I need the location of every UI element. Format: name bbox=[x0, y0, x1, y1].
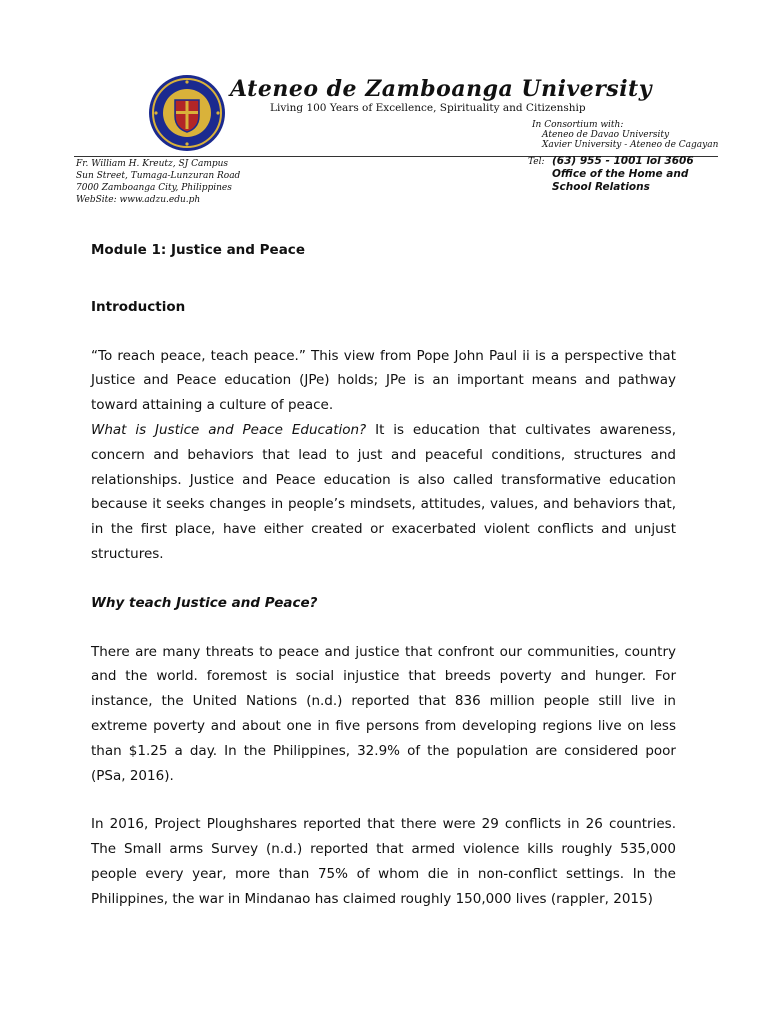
conflicts-paragraph: In 2016, Project Ploughshares reported that there were 29 conflicts in 26 countries. The Small arms Survey (n.d.) reported that armed violence kills roughly 535,000 people every year, more than 75% of whom die in non-conflict settings. In the Philippines, the war in Mindanao has claimed roughly 150,000 lives (rappler, 2015) bbox=[91, 816, 676, 907]
definition-question: What is Justice and Peace Education? bbox=[91, 421, 367, 438]
consortium-block bbox=[532, 120, 718, 150]
contact-block bbox=[528, 155, 728, 194]
university-seal-icon bbox=[148, 74, 226, 152]
phone-number: (63) 955 - 1001 lol 3606 bbox=[552, 155, 694, 167]
letterhead bbox=[60, 64, 720, 216]
consortium-label: In Consortium with: bbox=[532, 120, 624, 130]
campus-address bbox=[76, 158, 240, 206]
threats-paragraph: There are many threats to peace and justice that confront our communities, country and the world. foremost is social injustice that breeds poverty and hunger. For instance, the United Nations (n.d.) reported that 836 million people still live in extreme poverty and about one in five persons from developing regions live on less than $1.25 a day. In the Philippines, 32.9% of the population are considered poor (PSa, 2016). bbox=[91, 643, 676, 784]
definition-text: It is education that cultivates awareness, concern and behaviors that lead to just and peaceful conditions, structures and relationships. Justice and Peace education is also called transformative education because it seeks changes in people’s mindsets, attitudes, values, and behaviors that, in the first place, have either created or exacerbated violent conflicts and unjust structures. bbox=[91, 421, 676, 562]
address-line: Fr. William H. Kreutz, SJ Campus bbox=[76, 159, 229, 169]
university-name: Ateneo de Zamboanga University bbox=[230, 76, 652, 102]
definition-paragraph bbox=[91, 418, 676, 567]
introduction-heading: Introduction bbox=[91, 298, 186, 315]
consortium-member: Ateneo de Davao University bbox=[542, 130, 670, 140]
why-heading: Why teach Justice and Peace? bbox=[91, 594, 318, 611]
website-line: WebSite: www.adzu.edu.ph bbox=[76, 195, 201, 205]
address-line: 7000 Zamboanga City, Philippines bbox=[76, 183, 232, 193]
tel-label: Tel: bbox=[528, 157, 545, 167]
intro-paragraph: “To reach peace, teach peace.” This view from Pope John Paul ii is a perspective that Justice and Peace education (JPe) holds; JPe is an important means and pathway toward attaining a culture of peace. bbox=[91, 347, 676, 414]
module-title: Module 1: Justice and Peace bbox=[91, 242, 305, 258]
office-name: Office of the Home and School Relations bbox=[552, 168, 689, 193]
address-line: Sun Street, Tumaga-Lunzuran Road bbox=[76, 171, 241, 181]
university-motto: Living 100 Years of Excellence, Spirituality and Citizenship bbox=[270, 102, 586, 114]
document-body bbox=[91, 238, 676, 912]
consortium-member: Xavier University - Ateneo de Cagayan bbox=[542, 140, 719, 150]
